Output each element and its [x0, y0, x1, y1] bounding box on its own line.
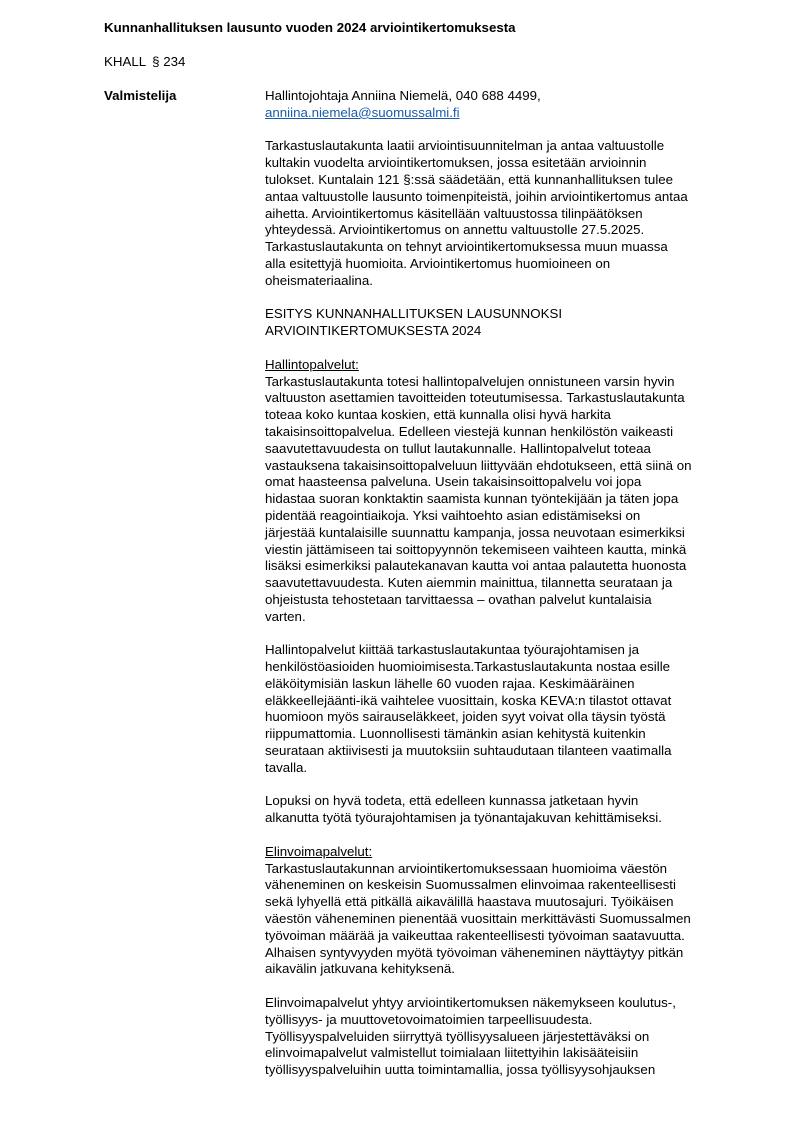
heading-line: ESITYS KUNNANHALLITUKSEN LAUSUNNOKSI: [265, 306, 563, 322]
text-line: väheneminen on keskeisin Suomussalmen elinvoimaa rakenteellisesti: [265, 877, 676, 893]
text-line: tavalla.: [265, 759, 308, 775]
text-line: ohjeistusta tehostetaan tarvittaessa – ovathan palvelut kuntalaisia: [265, 591, 652, 607]
preparer-label: Valmistelija: [104, 88, 177, 103]
hallintopalvelut-paragraph-1: [265, 374, 745, 626]
text-line: henkilöstöasioiden huomioimisesta.Tarkastuslautakunta nostaa esille: [265, 659, 671, 675]
text-line: Tarkastuslautakunta totesi hallintopalvelujen onnistuneen varsin hyvin: [265, 373, 675, 389]
committee-code: KHALL: [104, 54, 147, 69]
text-line: pidentää reagointiaikoja. Yksi vaihtoehto asian edistämiseksi on: [265, 507, 641, 523]
text-line: Työllisyyspalveluiden siirryttyä työllisyysalueen järjestettäväksi on: [265, 1028, 650, 1044]
text-line: vastauksena takaisinsoittopalveluun liittyvään ehdotukseen, että siinä on: [265, 457, 692, 473]
text-line: alkanutta työtä työurajohtamisen ja työnantajakuvan kehittämiseksi.: [265, 810, 662, 826]
text-line: takaisinsoittopalvelua. Edelleen viestejä kunnan henkilöstön vaikeasti: [265, 423, 674, 439]
text-line: Hallintopalvelut kiittää tarkastuslautakuntaa työurajohtamisen ja: [265, 642, 640, 658]
text-line: Alhaisen syntyvyyden myötä työvoiman väheneminen näyttäytyy pitkän: [265, 944, 684, 960]
text-line: työllisyyspalveluihin uutta toimintamallia, jossa työllisyysohjauksen: [265, 1062, 656, 1078]
text-line: järjestää kuntalaisille suunnattu kampanja, jossa neuvotaan esimerkiksi: [265, 524, 685, 540]
text-line: kultakin vuodelta arviointikertomuksen, jossa esitetään arvioinnin: [265, 155, 647, 171]
text-line: Tarkastuslautakunta laatii arviointisuunnitelman ja antaa valtuustolle: [265, 138, 665, 154]
hallintopalvelut-heading: Hallintopalvelut:: [265, 356, 359, 372]
text-line: omat haasteensa palveluna. Usein takaisinsoittopalvelu voi jopa: [265, 474, 642, 490]
heading-line: ARVIOINTIKERTOMUKSESTA 2024: [265, 323, 482, 339]
elinvoimapalvelut-paragraph-2: [265, 995, 745, 1079]
text-line: huomioon myös sairauseläkkeet, joiden syyt voivat olla täysin työstä: [265, 709, 666, 725]
text-line: seurataan aktiivisesti ja muutoksiin suhtaudutaan tilanteen vaatimalla: [265, 743, 672, 759]
document-body: [265, 88, 745, 1079]
text-line: alla esitettyjä huomioita. Arviointikertomus huomioineen on: [265, 255, 611, 271]
text-line: yhteydessä. Arviointikertomus on annettu valtuustolle 27.5.2025.: [265, 222, 645, 238]
text-line: Lopuksi on hyvä todeta, että edelleen kunnassa jatketaan hyvin: [265, 793, 639, 809]
intro-paragraph: [265, 138, 745, 289]
text-line: väestön väheneminen pienentää vuosittain merkittävästi Suomussalmen: [265, 911, 691, 927]
text-line: elinvoimapalvelut valmistellut toimialaan liitettyihin lakisääteisiin: [265, 1045, 639, 1061]
text-line: oheismateriaalina.: [265, 272, 373, 288]
text-line: sekä lyhyellä että pitkällä aikavälillä haastava muutosajuri. Työikäisen: [265, 894, 674, 910]
text-line: varten.: [265, 608, 306, 624]
hallintopalvelut-paragraph-2: [265, 642, 745, 776]
text-line: tulokset. Kuntalain 121 §:ssä säädetään, että kunnanhallituksen tulee: [265, 171, 674, 187]
section-reference: [104, 54, 185, 70]
text-line: työllisyys- ja muuttovetovoimatoimien tarpeellisuudesta.: [265, 1011, 593, 1027]
hallintopalvelut-paragraph-3: [265, 793, 745, 827]
text-line: saavutettavuudesta. Kuten aiemmin mainittua, tilannetta seurataan ja: [265, 575, 673, 591]
preparer-info: Hallintojohtaja Anniina Niemelä, 040 688 4499,: [265, 88, 541, 103]
elinvoimapalvelut-heading: Elinvoimapalvelut:: [265, 843, 373, 859]
proposal-heading: [265, 306, 745, 340]
section-number: § 234: [152, 54, 186, 69]
preparer-email-link[interactable]: anniina.niemela@suomussalmi.fi: [265, 104, 460, 120]
text-line: lisäksi esimerkiksi palautekanavan kautta voi antaa palautetta huonosta: [265, 558, 687, 574]
text-line: saavutettavuudesta on tullut lautakunnalle. Hallintopalvelut toteaa: [265, 440, 651, 456]
text-line: työvoiman määrää ja vaikeuttaa rakenteellisesti työvoiman saatavuutta.: [265, 927, 685, 943]
text-line: antaa valtuustolle lausunto toimenpiteistä, joihin arviointikertomus antaa: [265, 188, 688, 204]
document-title: Kunnanhallituksen lausunto vuoden 2024 arviointikertomuksesta: [104, 20, 516, 35]
text-line: aihetta. Arviointikertomus käsitellään valtuustossa tilinpäätöksen: [265, 205, 643, 221]
text-line: aikavälin jatkuvana kehityksenä.: [265, 961, 455, 977]
text-line: hidastaa suoran konktaktin saamista kunnan työntekijään ja täten jopa: [265, 491, 679, 507]
text-line: riippumattomia. Luonnollisesti tämänkin asian kehitystä kuitenkin: [265, 726, 646, 742]
elinvoimapalvelut-paragraph-1: [265, 861, 745, 979]
text-line: Elinvoimapalvelut yhtyy arviointikertomuksen näkemykseen koulutus-,: [265, 995, 676, 1011]
text-line: eläköitymisiän laskun lähelle 60 vuoden rajaa. Keskimääräinen: [265, 675, 635, 691]
text-line: valtuuston asettamien tavoitteiden toteutumisessa. Tarkastuslautakunta: [265, 390, 685, 406]
text-line: Tarkastuslautakunta on tehnyt arviointikertomuksessa muun muassa: [265, 239, 668, 255]
text-line: eläkkeellejäänti-ikä vaihtelee vuosittain, koska KEVA:n tilastot ottavat: [265, 692, 672, 708]
text-line: viestin jättämiseen tai soittopyynnön tekemiseen vaihteen kautta, minkä: [265, 541, 687, 557]
text-line: toteaa koko kuntaa koskien, että kunnalla olisi hyvä harkita: [265, 407, 611, 423]
text-line: Tarkastuslautakunnan arviointikertomuksessaan huomioima väestön: [265, 860, 668, 876]
